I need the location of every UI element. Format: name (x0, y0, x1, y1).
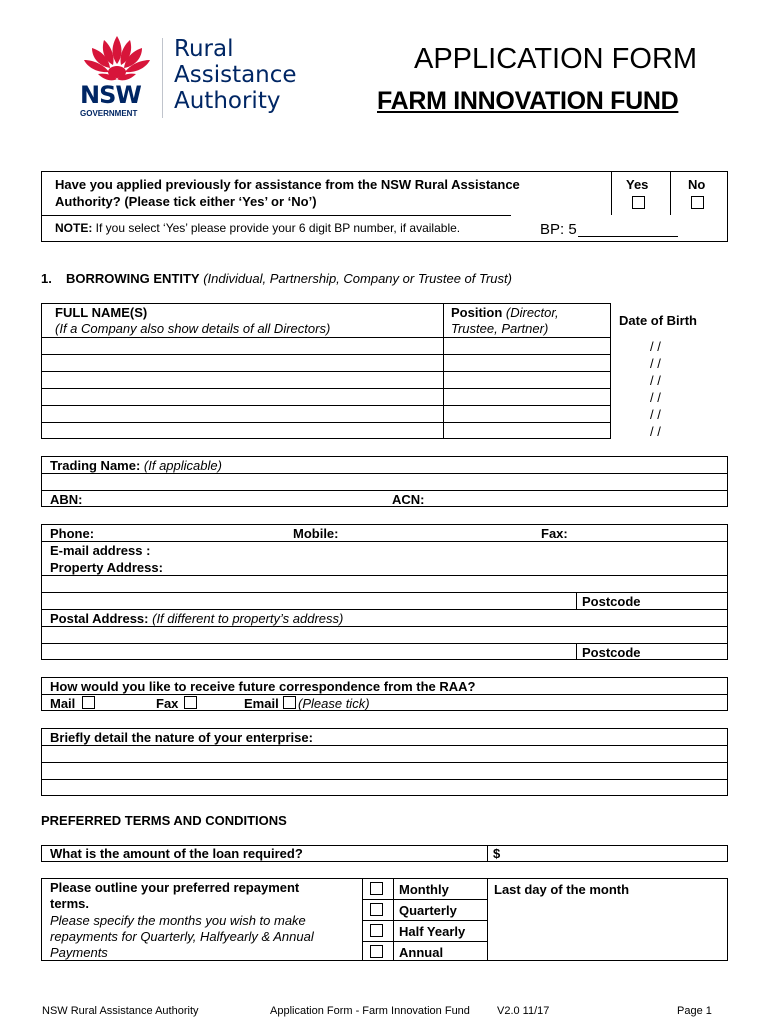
option-annual: Annual (399, 945, 444, 960)
bp-label: BP: 5 (540, 221, 577, 238)
repayment-label-line2: terms. (50, 896, 90, 911)
email-option-label: Email (244, 696, 279, 711)
fax-option-label: Fax (156, 696, 179, 711)
mobile-label: Mobile: (293, 526, 339, 541)
tick-note: (Please tick) (298, 696, 370, 711)
dob-row-5[interactable]: / / (650, 407, 661, 422)
monthly-checkbox[interactable] (370, 882, 383, 895)
logo-agency-line1: Rural (174, 36, 234, 62)
postcode-label: Postcode (582, 594, 641, 609)
terms-heading: PREFERRED TERMS AND CONDITIONS (41, 813, 287, 828)
yes-label: Yes (626, 177, 649, 192)
repayment-note-line2: repayments for Quarterly, Halfyearly & Annual (50, 929, 314, 944)
abn-label: ABN: (50, 492, 83, 507)
waratah-flower-icon (78, 34, 156, 86)
previous-question-line1: Have you applied previously for assistance from the NSW Rural Assistance (55, 177, 520, 192)
trading-name-label: Trading Name: (If applicable) (50, 458, 222, 473)
repayment-label-line1: Please outline your preferred repayment (50, 880, 300, 895)
no-label: No (688, 177, 706, 192)
loan-amount-label: What is the amount of the loan required? (50, 846, 303, 861)
fullname-header: FULL NAME(S) (55, 305, 148, 320)
dob-row-1[interactable]: / / (650, 339, 661, 354)
logo-agency-line3: Authority (174, 88, 281, 114)
previous-question-line2: Authority? (Please tick either ‘Yes’ or ‘No’) (55, 194, 317, 209)
annual-checkbox[interactable] (370, 945, 383, 958)
enterprise-label: Briefly detail the nature of your enterprise: (50, 730, 313, 745)
yes-checkbox[interactable] (632, 196, 645, 209)
option-monthly: Monthly (399, 882, 449, 897)
logo-government-text: GOVERNMENT (80, 109, 138, 118)
fax-label: Fax: (541, 526, 568, 541)
position-note: Trustee, Partner) (451, 321, 549, 336)
footer-organisation: NSW Rural Assistance Authority (42, 1005, 199, 1017)
dob-row-6[interactable]: / / (650, 424, 661, 439)
dob-row-2[interactable]: / / (650, 356, 661, 371)
email-label: E-mail address : (50, 543, 151, 558)
property-address-label: Property Address: (50, 560, 163, 575)
last-day-of-month: Last day of the month (494, 882, 630, 897)
halfyearly-checkbox[interactable] (370, 924, 383, 937)
note-label: NOTE: (55, 221, 93, 235)
logo-agency-line2: Assistance (174, 62, 297, 88)
footer-form-name: Application Form - Farm Innovation Fund (270, 1005, 470, 1017)
loan-dollar-sign: $ (493, 846, 501, 861)
bp-number-line[interactable] (578, 236, 678, 237)
email-checkbox[interactable] (283, 696, 296, 709)
quarterly-checkbox[interactable] (370, 903, 383, 916)
footer-version: V2.0 11/17 (497, 1005, 550, 1017)
phone-label: Phone: (50, 526, 95, 541)
mail-label: Mail (50, 696, 76, 711)
dob-row-4[interactable]: / / (650, 390, 661, 405)
nsw-logo (78, 34, 318, 124)
option-halfyearly: Half Yearly (399, 924, 466, 939)
position-header: Position (Director, (451, 305, 559, 320)
previous-box-divider (41, 215, 511, 216)
no-checkbox[interactable] (691, 196, 704, 209)
form-subtitle: FARM INNOVATION FUND (377, 87, 679, 115)
section1-number: 1. (41, 271, 52, 286)
footer-page-number: Page 1 (677, 1005, 712, 1017)
bp-note (55, 221, 460, 236)
logo-divider (162, 38, 163, 118)
dob-row-3[interactable]: / / (650, 373, 661, 388)
repayment-note-line3: Payments (50, 945, 108, 960)
acn-label: ACN: (392, 492, 425, 507)
note-text: If you select ‘Yes’ please provide your 6 digit BP number, if available. (92, 221, 461, 235)
repayment-note-line1: Please specify the months you wish to make (50, 913, 306, 928)
fax-checkbox[interactable] (184, 696, 197, 709)
mail-checkbox[interactable] (82, 696, 95, 709)
postal-address-label: Postal Address: (If different to property’s address) (50, 611, 344, 626)
section1-heading: BORROWING ENTITY (Individual, Partnership, Company or Trustee of Trust) (66, 271, 512, 286)
dob-header: Date of Birth (619, 313, 697, 328)
option-quarterly: Quarterly (399, 903, 457, 918)
form-title: APPLICATION FORM (414, 43, 698, 75)
logo-nsw-wordmark: NSW (80, 81, 141, 109)
fullname-note: (If a Company also show details of all Directors) (55, 321, 331, 336)
correspondence-question: How would you like to receive future correspondence from the RAA? (50, 679, 476, 694)
postcode2-label: Postcode (582, 645, 641, 660)
